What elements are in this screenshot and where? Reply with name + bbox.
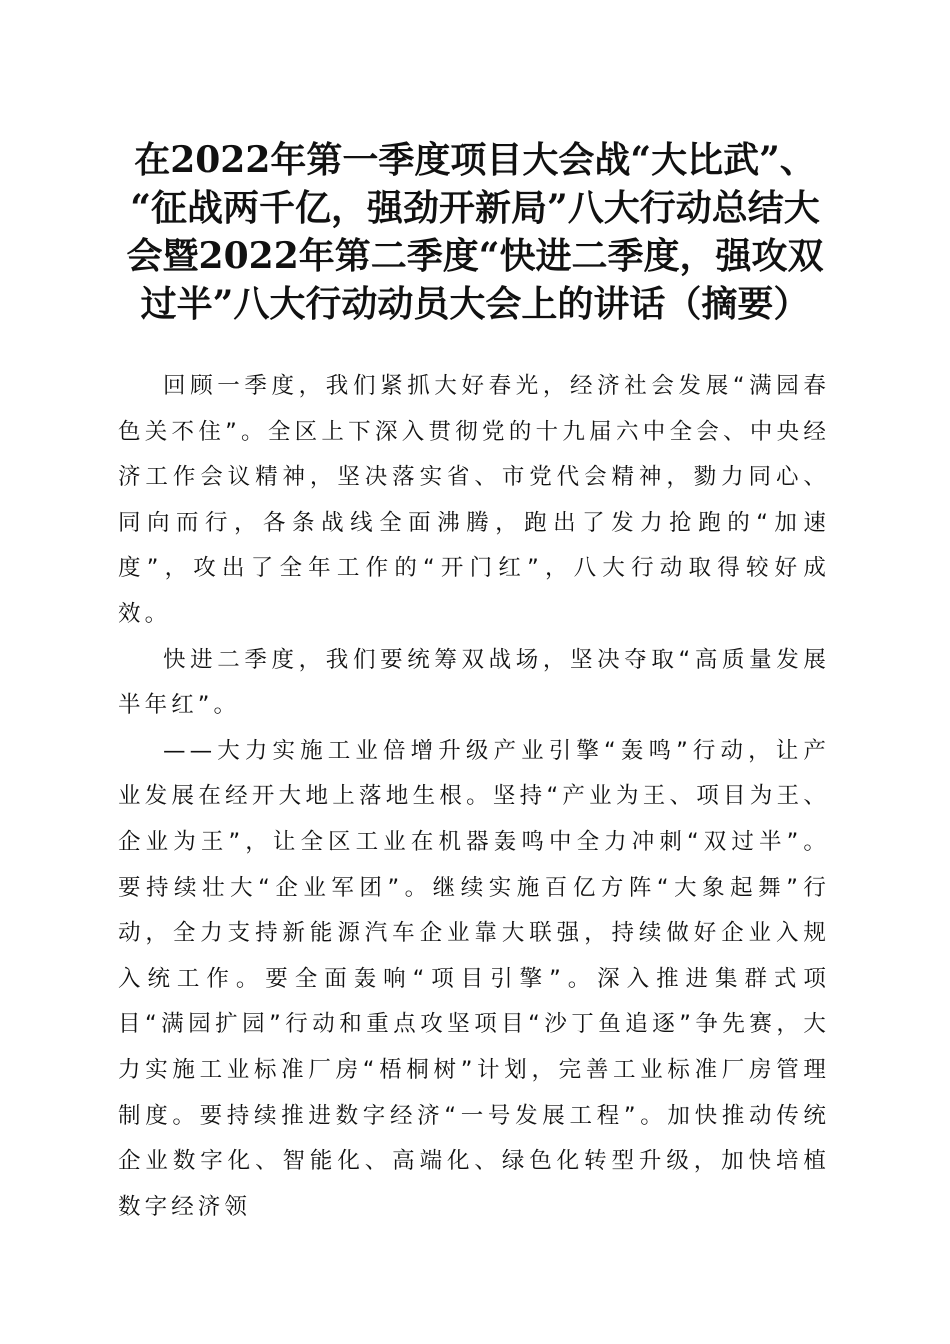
paragraph-review-first-quarter: 回顾一季度，我们紧抓大好春光，经济社会发展“满园春色关不住”。全区上下深入贯彻党的十九届六中全会、中央经济工作会议精神，坚决落实省、市党代会精神，勠力同心、同向而行，各条战线全面沸腾，跑出了发力抢跑的“加速度”，攻出了全年工作的“开门红”，八大行动取得较好成效。: [118, 373, 830, 627]
document-body: [118, 364, 830, 1230]
title-line: “征战两千亿，强劲开新局”八大行动总结大: [130, 187, 820, 229]
paragraph-industry-action: ——大力实施工业倍增升级产业引擎“轰鸣”行动，让产业发展在经开大地上落地生根。坚持“产业为王、项目为王、企业为王”，让全区工业在机器轰鸣中全力冲刺“双过半”。要持续壮大“企业军团”。继续实施百亿方阵“大象起舞”行动，全力支持新能源汽车企业靠大联强，持续做好企业入规入统工作。要全面轰响“项目引擎”。深入推进集群式项目“满园扩园”行动和重点攻坚项目“沙丁鱼追逐”争先赛，大力实施工业标准厂房“梧桐树”计划，完善工业标准厂房管理制度。要持续推进数字经济“一号发展工程”。加快推动传统企业数字化、智能化、高端化、绿色化转型升级，加快培植数字经济领: [118, 737, 830, 1220]
paragraph-second-quarter: 快进二季度，我们要统筹双战场，坚决夺取“高质量发展半年红”。: [118, 646, 830, 719]
document-title: [100, 136, 850, 328]
title-line: 在2022年第一季度项目大会战“大比武”、: [134, 139, 816, 181]
title-line: 会暨2022年第二季度“快进二季度，强攻双: [126, 235, 824, 277]
title-line: 过半”八大行动动员大会上的讲话（摘要）: [140, 283, 810, 325]
